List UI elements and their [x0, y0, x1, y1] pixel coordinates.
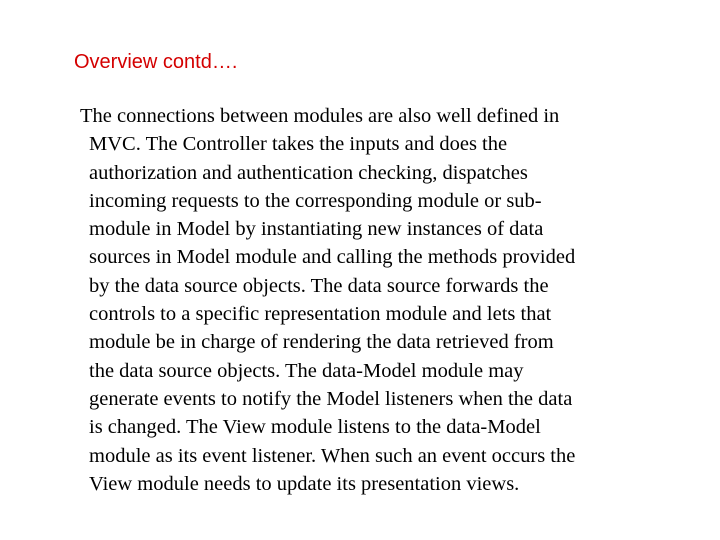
body-line-14: View module needs to update its presentation views. [89, 472, 520, 495]
body-line-3: authorization and authentication checking, dispatches [89, 161, 528, 184]
body-line-10: the data source objects. The data-Model module may [89, 359, 524, 382]
body-line-1: The connections between modules are also well defined in [80, 105, 560, 127]
slide-title: Overview contd…. [74, 51, 238, 73]
body-line-9: module be in charge of rendering the data retrieved from [89, 331, 554, 354]
body-line-8: controls to a specific representation module and lets that [89, 303, 552, 326]
body-line-4: incoming requests to the corresponding module or sub- [89, 189, 542, 212]
body-line-7: by the data source objects. The data source forwards the [89, 274, 549, 297]
body-line-13: module as its event listener. When such an event occurs the [89, 444, 576, 467]
body-line-5: module in Model by instantiating new instances of data [89, 218, 544, 241]
slide-body-paragraph [80, 102, 680, 498]
body-line-6: sources in Model module and calling the methods provided [89, 246, 576, 269]
body-line-11: generate events to notify the Model listeners when the data [89, 387, 573, 410]
body-line-12: is changed. The View module listens to the data-Model [89, 416, 541, 439]
body-line-2: MVC. The Controller takes the inputs and does the [89, 133, 508, 156]
